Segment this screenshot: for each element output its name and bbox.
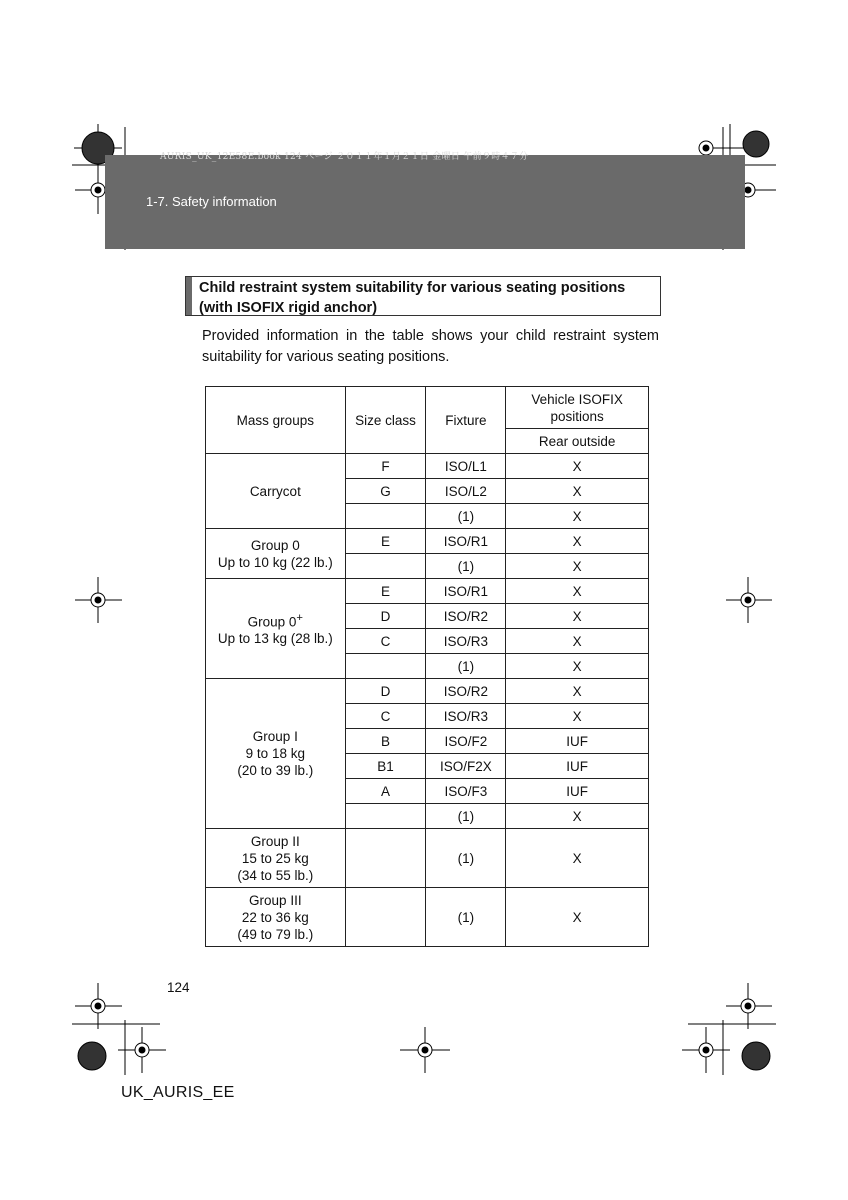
table-row: Carrycot F ISO/L1 X bbox=[206, 454, 649, 479]
table-row: B ISO/F2 IUF bbox=[206, 729, 649, 754]
header-size-class: Size class bbox=[345, 387, 426, 454]
table-row: Group 0 Up to 10 kg (22 lb.) E ISO/R1 X bbox=[206, 529, 649, 554]
intro-paragraph: Provided information in the table shows your child restraint system suitability for various seating positions. bbox=[202, 328, 659, 365]
group-0-plus: Group 0+ Up to 13 kg (28 lb.) bbox=[206, 579, 346, 679]
header-vehicle-positions: Vehicle ISOFIX positions bbox=[506, 387, 649, 429]
print-meta: AURIS_UK_12E58E.book 124 ページ ２０１１年１月２１日 金曜日 午前９時４７分 bbox=[160, 152, 529, 162]
group-3: Group III 22 to 36 kg (49 to 79 lb.) bbox=[206, 888, 346, 947]
section-heading bbox=[185, 276, 661, 316]
table-row: (1) X bbox=[206, 654, 649, 679]
table-row: Group I 9 to 18 kg (20 to 39 lb.) D ISO/R2 X bbox=[206, 679, 649, 704]
heading-accent bbox=[186, 277, 192, 315]
document-code: UK_AURIS_EE bbox=[121, 1084, 235, 1101]
table-row: (1) X bbox=[206, 804, 649, 829]
table-row: (1) X bbox=[206, 504, 649, 529]
header-mass-groups: Mass groups bbox=[206, 387, 346, 454]
heading-line-1: Child restraint system suitability for various seating positions bbox=[199, 280, 626, 296]
table-row: Group II 15 to 25 kg (34 to 55 lb.) (1) X bbox=[206, 829, 649, 888]
header-fixture: Fixture bbox=[426, 387, 506, 454]
table-row: A ISO/F3 IUF bbox=[206, 779, 649, 804]
table-row: C ISO/R3 X bbox=[206, 704, 649, 729]
page-number: 124 bbox=[167, 980, 190, 995]
group-0: Group 0 Up to 10 kg (22 lb.) bbox=[206, 529, 346, 579]
table-row: Group 0+ Up to 13 kg (28 lb.) E ISO/R1 X bbox=[206, 579, 649, 604]
group-carrycot: Carrycot bbox=[206, 454, 346, 529]
table-row: Group III 22 to 36 kg (49 to 79 lb.) (1) X bbox=[206, 888, 649, 947]
group-2: Group II 15 to 25 kg (34 to 55 lb.) bbox=[206, 829, 346, 888]
heading-line-2: (with ISOFIX rigid anchor) bbox=[199, 300, 378, 316]
table-row: C ISO/R3 X bbox=[206, 629, 649, 654]
table-row: B1 ISO/F2X IUF bbox=[206, 754, 649, 779]
section-title: 1-7. Safety information bbox=[146, 194, 277, 209]
header-rear-outside: Rear outside bbox=[506, 429, 649, 454]
table-row: G ISO/L2 X bbox=[206, 479, 649, 504]
group-1: Group I 9 to 18 kg (20 to 39 lb.) bbox=[206, 679, 346, 829]
table-row: D ISO/R2 X bbox=[206, 604, 649, 629]
table-row: (1) X bbox=[206, 554, 649, 579]
suitability-table bbox=[205, 386, 649, 947]
